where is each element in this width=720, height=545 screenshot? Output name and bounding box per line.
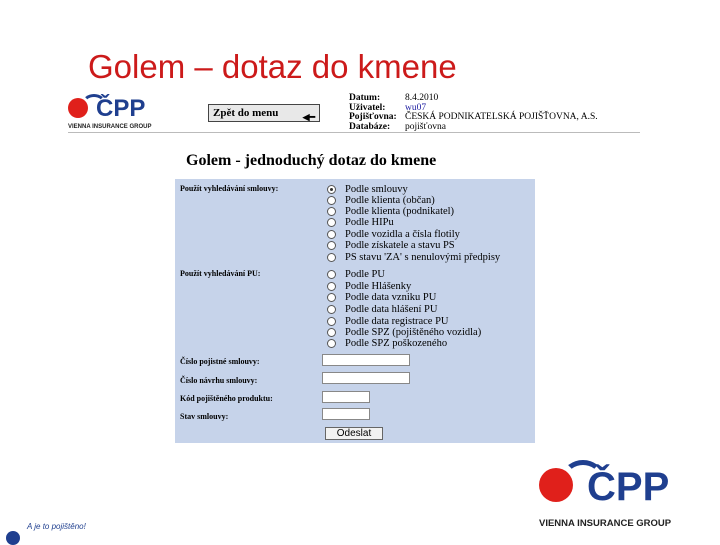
radio-option-hip[interactable]	[327, 217, 394, 228]
radio-option-pu-origin-date[interactable]	[327, 292, 436, 303]
slide-title: Golem – dotaz do kmene	[88, 48, 457, 85]
option-label: Podle SPZ poškozeného	[345, 338, 448, 349]
tagline: A je to pojištěno!	[27, 522, 86, 531]
cpp-logo-large	[537, 463, 677, 529]
back-arrow-icon: ◀━	[302, 112, 315, 122]
logo-subtitle: VIENNA INSURANCE GROUP	[68, 124, 152, 130]
info-row-date	[349, 94, 598, 104]
header-divider	[68, 132, 640, 133]
radio-button-icon[interactable]	[327, 196, 336, 205]
session-info	[349, 94, 598, 132]
radio-button-icon[interactable]	[327, 328, 336, 337]
option-label: Podle klienta (podnikatel)	[345, 206, 455, 217]
radio-option-pu-report-date[interactable]	[327, 304, 437, 315]
info-value: ČESKÁ PODNIKATELSKÁ POJIŠŤOVNA, A.S.	[405, 112, 598, 122]
form-title: Golem - jednoduchý dotaz do kmene	[186, 152, 437, 169]
logo-brand: ČPP	[587, 465, 670, 509]
product-code-input[interactable]	[322, 391, 370, 403]
radio-option-vehicle-fleet[interactable]	[327, 229, 460, 240]
info-value: 8.4.2010	[405, 93, 439, 103]
contract-status-input[interactable]	[322, 408, 370, 420]
proposal-number-label: Číslo návrhu smlouvy:	[180, 376, 258, 385]
radio-button-icon[interactable]	[327, 207, 336, 216]
bullet-dot-icon	[6, 531, 20, 545]
radio-button-icon[interactable]	[327, 230, 336, 239]
radio-option-pu-registration-date[interactable]	[327, 316, 449, 327]
radio-option-pu[interactable]	[327, 269, 385, 280]
proposal-number-input[interactable]	[322, 372, 410, 384]
option-label: Podle data registrace PU	[345, 316, 449, 327]
radio-option-spz-insured[interactable]	[327, 327, 481, 338]
option-label: Podle data hlášení PU	[345, 304, 438, 315]
info-row-database	[349, 123, 598, 133]
radio-option-acquirer-status[interactable]	[327, 240, 455, 251]
radio-option-contract[interactable]	[327, 184, 408, 195]
radio-option-ps-za[interactable]	[327, 252, 500, 263]
radio-button-icon[interactable]	[327, 293, 336, 302]
radio-button-icon[interactable]	[327, 218, 336, 227]
back-to-menu-label: Zpět do menu	[213, 107, 279, 119]
contract-status-label: Stav smlouvy:	[180, 412, 229, 421]
info-label: Pojišťovna:	[349, 112, 397, 122]
radio-button-icon[interactable]	[327, 305, 336, 314]
contract-number-input[interactable]	[322, 354, 410, 366]
option-label: Podle PU	[345, 269, 385, 280]
info-label: Databáze:	[349, 121, 391, 132]
option-label: Podle klienta (občan)	[345, 195, 435, 206]
info-label: Uživatel:	[349, 102, 386, 113]
info-value: pojišťovna	[405, 121, 447, 132]
radio-option-client-business[interactable]	[327, 206, 454, 217]
cpp-logo	[68, 96, 183, 134]
radio-option-spz-damaged[interactable]	[327, 338, 447, 349]
radio-button-icon[interactable]	[327, 241, 336, 250]
option-label: Podle získatele a stavu PS	[345, 240, 455, 251]
product-code-label: Kód pojištěného produktu:	[180, 394, 273, 403]
info-label: Datum:	[349, 93, 381, 103]
contract-number-label: Číslo pojistné smlouvy:	[180, 357, 260, 366]
radio-button-icon[interactable]	[327, 253, 336, 262]
radio-button-icon[interactable]	[327, 339, 336, 348]
radio-button-icon[interactable]	[327, 282, 336, 291]
contract-search-label: Použít vyhledávání smlouvy:	[180, 184, 279, 193]
option-label: Podle HIPu	[345, 217, 394, 228]
radio-option-report[interactable]	[327, 281, 411, 292]
radio-button-icon[interactable]	[327, 317, 336, 326]
info-value: wu07	[405, 102, 427, 113]
option-label: PS stavu 'ZA' s nenulovými předpisy	[345, 252, 501, 263]
logo-brand: ČPP	[96, 95, 146, 122]
back-to-menu-button[interactable]	[208, 104, 320, 122]
option-label: Podle data vzniku PU	[345, 292, 437, 303]
radio-option-client-citizen[interactable]	[327, 195, 435, 206]
logo-subtitle: VIENNA INSURANCE GROUP	[539, 518, 672, 529]
submit-button[interactable]: Odeslat	[325, 427, 383, 440]
radio-button-icon[interactable]	[327, 270, 336, 279]
option-label: Podle SPZ (pojištěného vozidla)	[345, 327, 482, 338]
query-form	[175, 179, 535, 443]
option-label: Podle smlouvy	[345, 184, 408, 195]
radio-button-icon[interactable]	[327, 185, 336, 194]
option-label: Podle Hlášenky	[345, 281, 412, 292]
pu-search-label: Použít vyhledávání PU:	[180, 269, 261, 278]
option-label: Podle vozidla a čísla flotily	[345, 229, 460, 240]
